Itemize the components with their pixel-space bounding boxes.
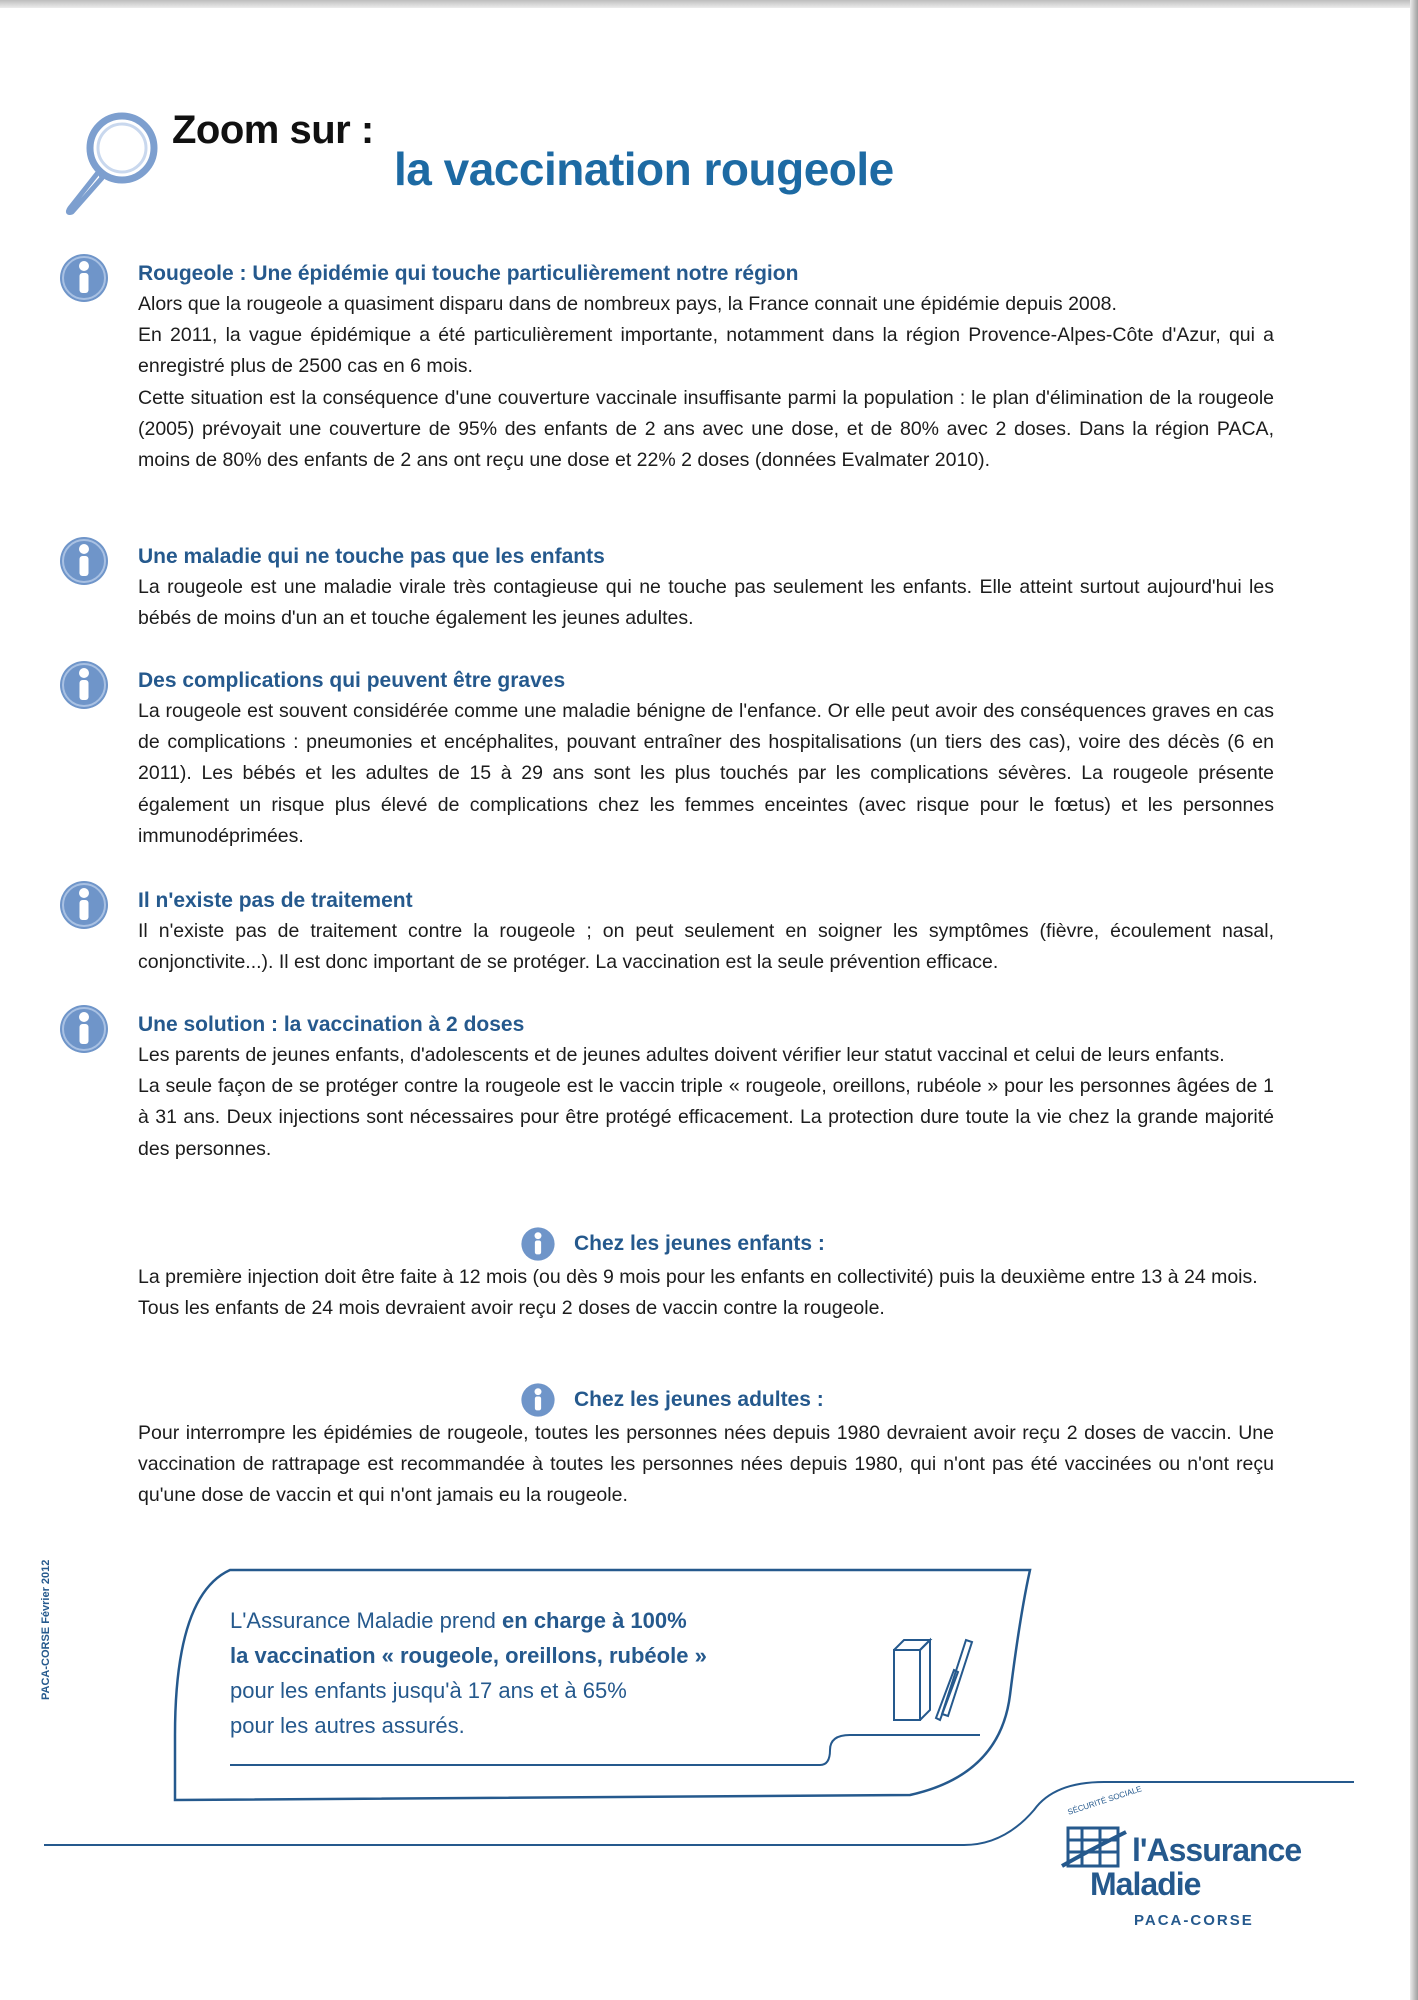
subsection-title-enfants: Chez les jeunes enfants : <box>574 1232 825 1255</box>
callout-line-2: la vaccination « rougeole, oreillons, rubéole » <box>230 1643 707 1668</box>
callout-line-4: pour les autres assurés. <box>230 1713 465 1738</box>
zoom-label: Zoom sur : <box>172 108 374 152</box>
info-person-icon <box>58 1003 110 1055</box>
section-paragraph: Pour interrompre les épidémies de rougeole, toutes les personnes nées depuis 1980 devraient avoir reçu 2 doses de vaccin. Une vaccination de rattrapage est recommandée à toutes les personnes nées depuis 1980, qui n'ont pas été vaccinées ou n'ont reçu qu'une dose de vaccin et qui n'ont jamais eu la rougeole. <box>138 1422 1274 1507</box>
logo-arc-text: SÉCURITÉ SOCIALE <box>1066 1784 1143 1817</box>
subsection-adultes <box>138 1418 1274 1512</box>
section-complications <box>138 665 1274 852</box>
callout-line-1 <box>230 1603 707 1638</box>
section-paragraph: Tous les enfants de 24 mois devraient avoir reçu 2 doses de vaccin contre la rougeole. <box>138 1297 885 1320</box>
info-person-icon <box>520 1226 556 1262</box>
logo-name-line1: l'Assurance <box>1132 1832 1302 1868</box>
info-person-icon <box>520 1382 556 1418</box>
info-person-icon <box>58 535 110 587</box>
book-pencil-icon <box>880 1630 980 1730</box>
section-paragraph: Cette situation est la conséquence d'une couverture vaccinale insuffisante parmi la population : le plan d'élimination de la rougeole (2005) prévoyait une couverture de 95% des enfants de 2 ans avec une dose, et de 80% avec 2 doses. Dans la région PACA, moins de 80% des enfants de 2 ans ont reçu une dose et 22% 2 doses (données Evalmater 2010). <box>138 386 1274 472</box>
callout-line-1b: en charge à 100% <box>502 1608 687 1633</box>
section-paragraph: La seule façon de se protéger contre la rougeole est le vaccin triple « rougeole, oreillons, rubéole » pour les personnes âgées de 1 à 31 ans. Deux injections sont nécessaires pour être protégé efficacement. La protection dure toute la vie chez la grande majorité des personnes. <box>138 1075 1274 1160</box>
page-right-edge <box>1410 0 1418 2000</box>
logo-region: PACA-CORSE <box>1134 1912 1254 1929</box>
section-paragraph: La rougeole est souvent considérée comme une maladie bénigne de l'enfance. Or elle peut avoir des conséquences graves en cas de complications : pneumonies et encéphalites, pouvant entraîner des hospitalisations (un tiers des cas), voire des décès (6 en 2011). Les bébés et les adultes de 15 à 29 ans sont les plus touchés par les complications sévères. La rougeole présente également un risque plus élevé de complications chez les femmes enceintes (avec risque pour le fœtus) et les personnes immunodéprimées. <box>138 700 1274 847</box>
section-paragraph: En 2011, la vague épidémique a été particulièrement importante, notamment dans la région Provence-Alpes-Côte d'Azur, qui a enregistré plus de 2500 cas en 6 mois. <box>138 324 1274 378</box>
section-paragraph: La première injection doit être faite à 12 mois (ou dès 9 mois pour les enfants en collectivité) puis la deuxième entre 13 à 24 mois. <box>138 1266 1258 1288</box>
magnifier-icon <box>62 108 162 218</box>
page-top-edge <box>0 0 1418 8</box>
logo-name-line2: Maladie <box>1090 1866 1201 1902</box>
section-paragraph: Les parents de jeunes enfants, d'adolescents et de jeunes adultes doivent vérifier leur statut vaccinal et celui de leurs enfants. <box>138 1044 1225 1066</box>
section-paragraph: Il n'existe pas de traitement contre la rougeole ; on peut seulement en soigner les symptômes (fièvre, écoulement nasal, conjonctivite...). Il est donc important de se protéger. La vaccination est la seule prévention efficace. <box>138 920 1274 974</box>
section-paragraph: La rougeole est une maladie virale très contagieuse qui ne touche pas seulement les enfants. Elle atteint surtout aujourd'hui les bébés de moins d'un an et touche également les jeunes adultes. <box>138 576 1274 630</box>
callout-text <box>230 1603 707 1743</box>
section-title: Il n'existe pas de traitement <box>138 889 413 912</box>
subsection-enfants <box>138 1262 1274 1324</box>
section-epidemie <box>138 258 1274 476</box>
callout-line-3: pour les enfants jusqu'à 17 ans et à 65% <box>230 1678 627 1703</box>
side-reference: PACA-CORSE Février 2012 <box>40 1559 52 1700</box>
section-title: Des complications qui peuvent être graves <box>138 669 566 692</box>
subsection-title-adultes: Chez les jeunes adultes : <box>574 1388 824 1411</box>
section-maladie <box>138 541 1274 634</box>
section-title: Rougeole : Une épidémie qui touche particulièrement notre région <box>138 262 799 285</box>
section-traitement <box>138 885 1274 978</box>
callout-line-1a: L'Assurance Maladie prend <box>230 1608 503 1633</box>
info-person-icon <box>58 659 110 711</box>
section-title: Une maladie qui ne touche pas que les enfants <box>138 545 605 568</box>
info-person-icon <box>58 879 110 931</box>
page-title: la vaccination rougeole <box>394 143 894 195</box>
section-paragraph: Alors que la rougeole a quasiment disparu dans de nombreux pays, la France connait une épidémie depuis 2008. <box>138 293 1117 315</box>
section-solution <box>138 1009 1274 1165</box>
section-title: Une solution : la vaccination à 2 doses <box>138 1013 525 1036</box>
assurance-maladie-logo <box>1060 1784 1320 1940</box>
info-person-icon <box>58 252 110 304</box>
